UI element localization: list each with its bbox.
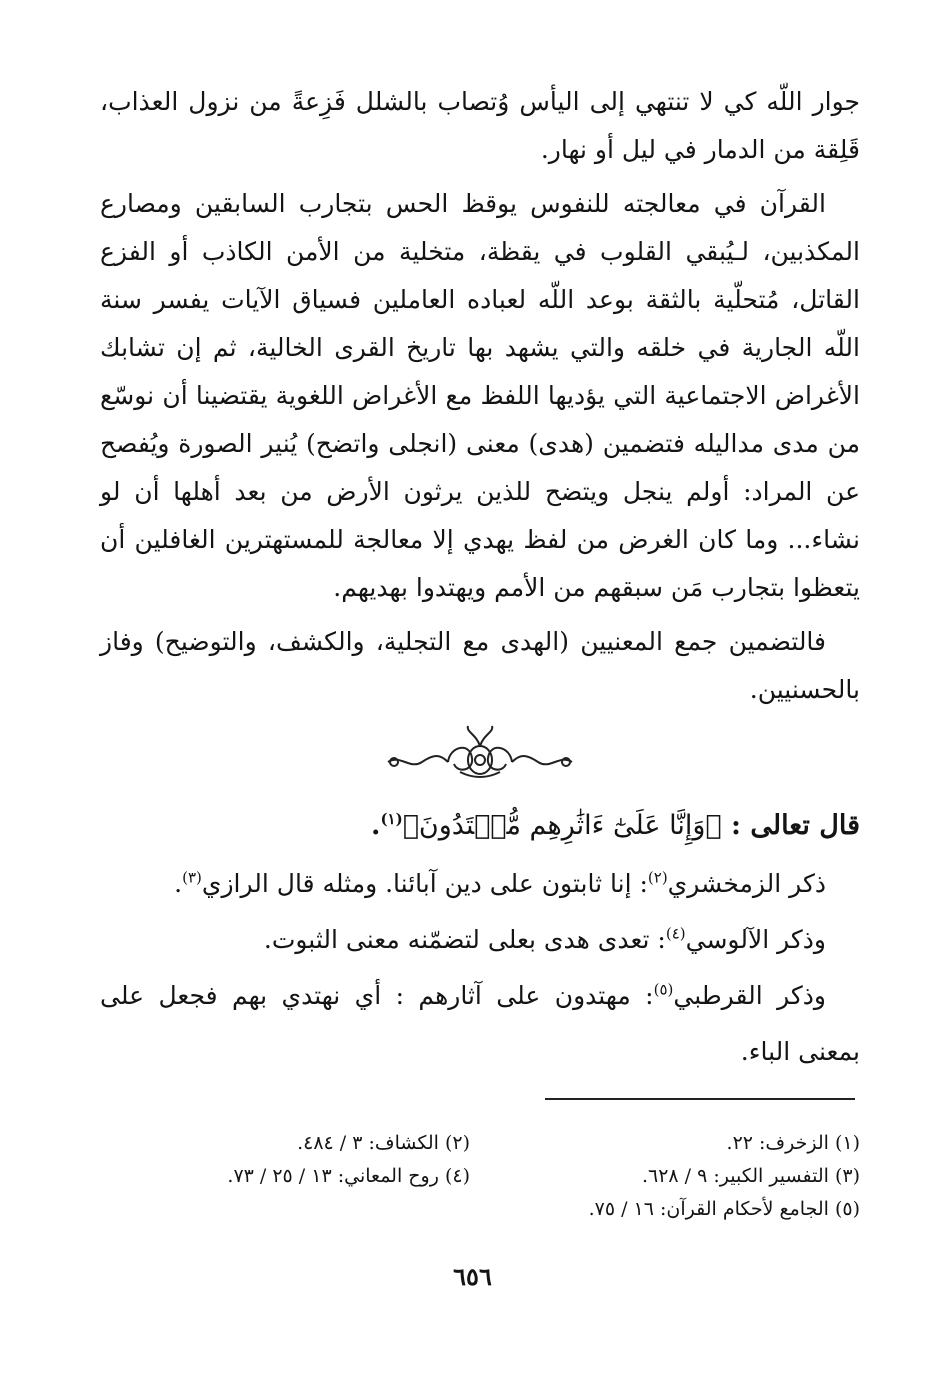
- footnote-separator: [545, 1098, 855, 1100]
- page-number: ٦٥٦: [453, 1262, 492, 1291]
- paragraph-3: فالتضمين جمع المعنيين (الهدى مع التجلية، والكشف، والتوضيح) وفاز بالحسنيين.: [100, 627, 860, 704]
- footnote-4: (٤) روح المعاني: ١٣ / ٢٥ / ٧٣.: [227, 1165, 470, 1187]
- reference-alusi: وذكر الآلوسي$^{(٤)}$: تعدى هدى بعلى لتضمّنه معنى الثبوت.: [263, 924, 826, 954]
- footnote-marker: (٤): [665, 924, 686, 943]
- footnote-marker: (١): [380, 810, 403, 828]
- page-body: [100, 78, 860, 1080]
- verse-line: [100, 798, 860, 854]
- reference-qurtubi: وذكر القرطبي$^{(٥)}$: مهتدون على آثارهم : أي نهتدي بهم فجعل على بمعنى الباء.: [100, 980, 860, 1066]
- footnotes: [100, 1127, 860, 1226]
- paragraph-2: القرآن في معالجته للنفوس يوقظ الحس بتجارب السابقين ومصارع المكذبين، لـيُبقي القلوب في يقظة، متخلية من الأمن الكاذب أو الفزع القاتل، مُتحلّية بالثقة بوعد اللّه لعباده العاملين فسياق الآيات يفسر سنة اللّه الجارية في خلقه والتي يشهد بها تاريخ القرى الخالية، ثم إن تشابك الأغراض الاجتماعية التي يؤديها اللفظ مع الأغراض اللغوية يقتضينا أن نوسّع من مدى مداليله فتضمين (هدى) معنى (انجلى واتضح) يُنير الصورة ويُفصح عن المراد: أولم ينجل ويتضح للذين يرثون الأرض من بعد أهلها أن لو نشاء... وما كان الغرض من لفظ يهدي إلا معالجة للمستهترين الغافلين أن يتعظوا بتجارب مَن سبقهم من الأمم ويهتدوا بهديهم.: [100, 189, 860, 602]
- paragraph-1: جوار اللّه كي لا تنتهي إلى اليأس وُتصاب بالشلل فَزِعةً من نزول العذاب، قَلِقة من الدمار في ليل أو نهار.: [100, 87, 860, 164]
- footnote-marker: (٣): [182, 868, 202, 887]
- reference-zamakhshari: ذكر الزمخشري$^{(٢)}$: إنا ثابتون على دين آبائنا. ومثله قال الرازي$^{(٣)}$.: [174, 868, 826, 898]
- footnote-1: (١) الزخرف: ٢٢.: [726, 1132, 860, 1154]
- footnote-marker: (٥): [653, 980, 674, 999]
- verse-end: .: [371, 810, 381, 841]
- quran-verse: ﴿وَإِنَّا عَلَىٰٓ ءَاثَٰرِهِم مُّهۡتَدُونَ﴾: [402, 810, 722, 841]
- floral-divider-icon: [380, 724, 580, 784]
- verse-intro: قال تعالى :: [730, 810, 860, 841]
- footnote-marker: (٢): [647, 868, 668, 887]
- footnote-3: (٣) التفسير الكبير: ٩ / ٦٢٨.: [641, 1165, 860, 1187]
- footnote-5: (٥) الجامع لأحكام القرآن: ١٦ / ٧٥.: [588, 1198, 860, 1220]
- footnote-2: (٢) الكشاف: ٣ / ٤٨٤.: [297, 1132, 470, 1154]
